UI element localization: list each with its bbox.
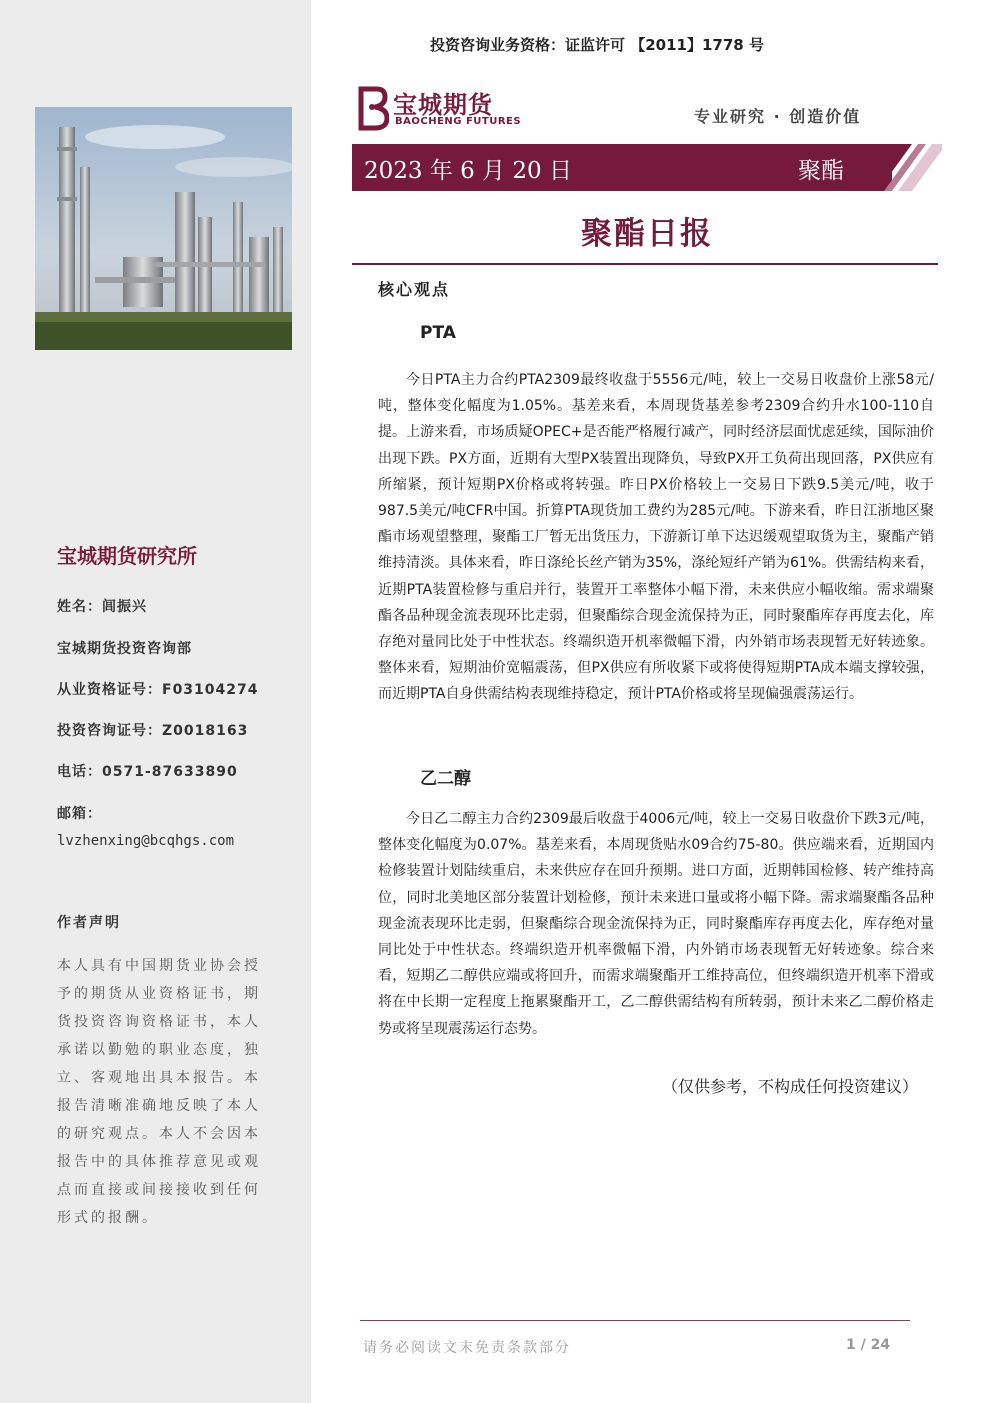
report-date: 2023 年 6 月 20 日 [364, 158, 572, 184]
analyst-name: 姓名：闾振兴 [57, 599, 147, 615]
logo-mark-icon [355, 85, 389, 131]
statement-title: 作者声明 [57, 915, 121, 931]
footer-divider [360, 1320, 910, 1321]
email-label: 邮箱： [57, 806, 102, 822]
footer-notice: 请务必阅读文末免责条款部分 [363, 1340, 571, 1356]
eg-paragraph: 今日乙二醇主力合约2309最后收盘于4006元/吨，较上一交易日收盘价下跌3元/吨，整体变化幅度为0.07%。基差来看，本周现货贴水09合约75-80。供应端来看，近期国内检修装置计划陆续重启，未来供应存在回升预期。进口方面，近期韩国检修、转产维持高位，同时北美地区部分装置计划检修，预计未来进口量或将小幅下降。需求端聚酯各品种现金流表现环比走弱，但聚酯综合现金流保持为正，同时聚酯库存再度去化，库存绝对量同比处于中性状态。终端织造开机率微幅下滑，内外销市场表现暂无好转迹象。综合来看，短期乙二醇供应端或将回升，而需求端聚酯开工维持高位，但终端织造开机率下滑或将在中长期一定程度上拖累聚酯开工，乙二醇供需结构有所转弱，预计未来乙二醇价格走势或将呈现震荡运行态势。 [378, 811, 934, 1037]
pta-paragraph: 今日PTA主力合约PTA2309最终收盘于5556元/吨，较上一交易日收盘价上涨58元/吨，整体变化幅度为1.05%。基差来看，本周现货基差参考2309合约升水100-110自提。上游来看，市场质疑OPEC+是否能严格履行减产，同时经济层面忧虑延续，国际油价出现下跌。PX方面，近期有大型PX装置出现降负，导致PX开工负荷出现回落，PX供应有所缩紧，预计短期PX价格或将转强。昨日PX价格较上一交易日下跌9.5美元/吨，收于987.5美元/吨CFR中国。折算PTA现货加工费约为285元/吨。下游来看，昨日江浙地区聚酯市场观望整理，聚酯工厂暂无出货压力，下游新订单下达迟缓观望取货为主，聚酯产销维持清淡。具体来看，昨日涤纶长丝产销为35%，涤纶短纤产销为61%。供需结构来看，近期PTA装置检修与重启并行，装置开工率整体小幅下滑，未来供应小幅收缩。需求端聚酯各品种现金流表现环比走弱，但聚酯综合现金流保持为正，同时聚酯库存再度去化，库存绝对量同比处于中性状态。终端织造开机率微幅下滑，内外销市场表现暂无好转迹象。整体来看，短期油价宽幅震荡，但PX供应有所收紧下或将使得短期PTA成本端支撑较强，而近期PTA自身供需结构表现维持稳定，预计PTA价格或将呈现偏强震荡运行。 [378, 372, 934, 703]
page-number: 1 / 24 [846, 1337, 891, 1353]
sidebar [0, 0, 311, 1403]
refinery-photo [35, 107, 292, 350]
title-divider [352, 263, 938, 265]
eg-heading: 乙二醇 [420, 769, 471, 789]
license-line: 投资咨询业务资格：证监许可 【2011】1778 号 [430, 36, 764, 54]
email-link[interactable]: lvzhenxing@bcqhgs.com [57, 833, 235, 849]
statement-text: 本人具有中国期货业协会授予的期货从业资格证书，期货投资咨询资格证书，本人承诺以勤勉的职业态度，独立、客观地出具本报告。本报告清晰准确地反映了本人的研究观点。本人不会因本报告中的具体推荐意见或观点而直接或间接接收到任何形式的报酬。 [57, 958, 261, 1226]
company-logo [355, 85, 525, 133]
logo-chinese: 宝城期货 [393, 91, 493, 119]
pta-heading: PTA [420, 323, 456, 343]
logo-english: BAOCHENG FUTURES [395, 116, 522, 127]
slogan: 专业研究 · 创造价值 [694, 107, 862, 126]
reference-note: （仅供参考，不构成任何投资建议） [662, 1077, 919, 1096]
phone: 电话：0571-87633890 [57, 764, 238, 780]
qualification-cert: 从业资格证号：F03104274 [57, 682, 259, 698]
section-heading: 核心观点 [378, 280, 451, 299]
advisory-cert: 投资咨询证号：Z0018163 [57, 723, 249, 739]
report-category: 聚酯 [798, 158, 844, 184]
department: 宝城期货投资咨询部 [57, 641, 192, 657]
org-title: 宝城期货研究所 [57, 544, 197, 568]
document-title: 聚酯日报 [581, 216, 713, 252]
banner-stripes [858, 144, 942, 191]
